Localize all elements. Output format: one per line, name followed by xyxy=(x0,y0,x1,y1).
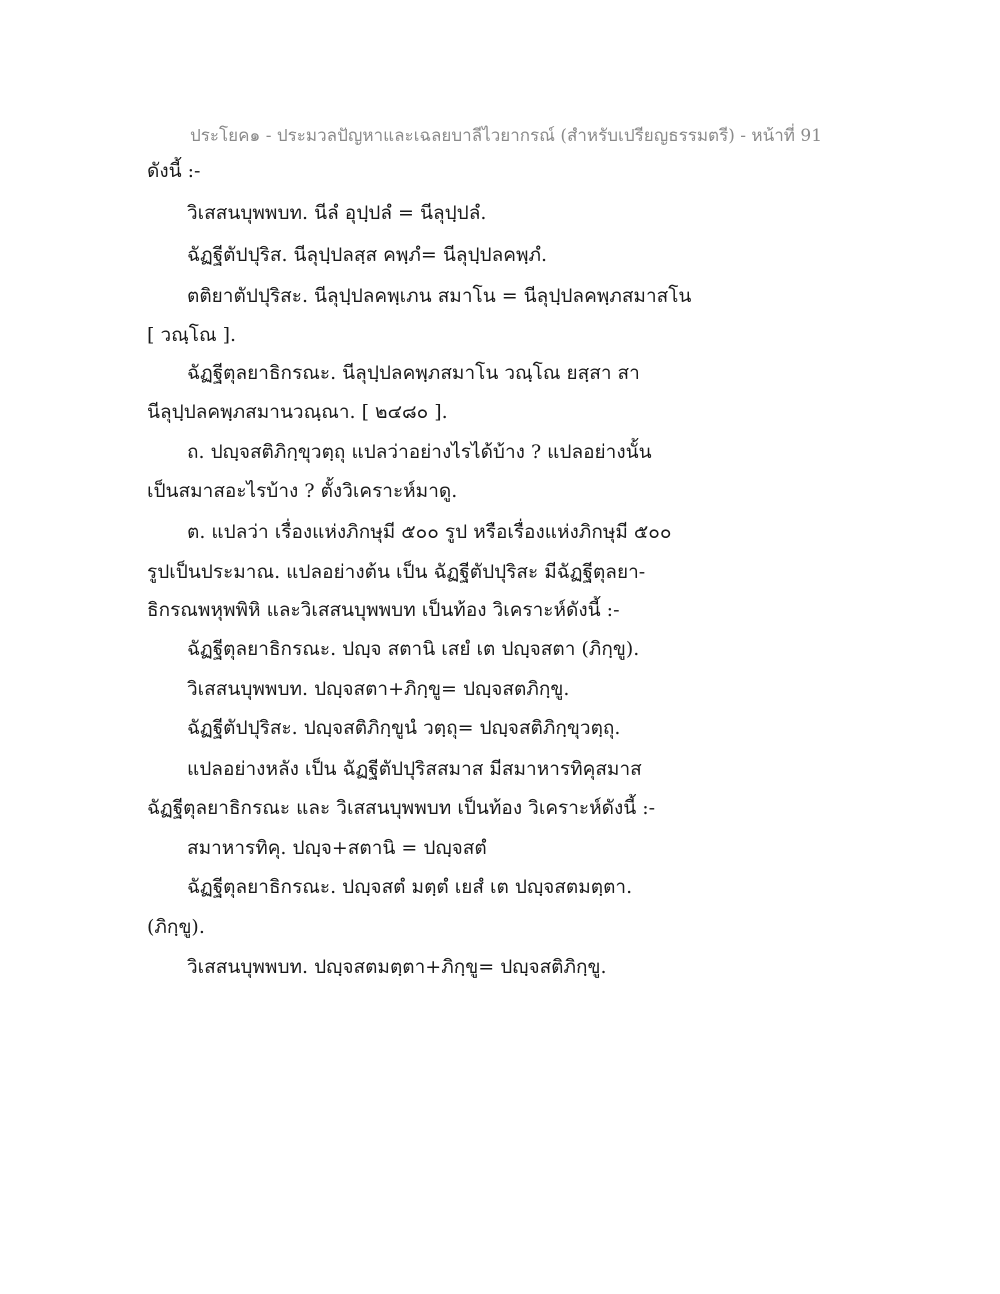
text-line: ฉัฏฐีตุลยาธิกรณะ. ปญฺจสตํ มตฺตํ เยสํ เต ปญฺจสตมตฺตา. xyxy=(187,876,633,898)
text-line: วิเสสนบุพพบท. ปญฺจสตา+ภิกฺขู= ปญฺจสตภิกฺขู. xyxy=(187,678,570,700)
text-line: ฉัฏฐีตุลยาธิกรณะ และ วิเสสนบุพพบท เป็นท้อง วิเคราะห์ดังนี้ :- xyxy=(147,797,656,819)
text-line: ฉัฏฐีตัปปุริส. นีลุปฺปลสฺส คพฺภํ= นีลุปฺปลคพฺภํ. xyxy=(187,244,548,266)
text-line: ต. แปลว่า เรื่องแห่งภิกษุมี ๕๐๐ รูป หรือเรื่องแห่งภิกษุมี ๕๐๐ xyxy=(187,521,672,543)
text-line: ธิกรณพหุพพิหิ และวิเสสนบุพพบท เป็นท้อง วิเคราะห์ดังนี้ :- xyxy=(147,599,620,621)
page-header: ประโยค๑ - ประมวลปัญหาและเฉลยบาลีไวยากรณ์ (สำหรับเปรียญธรรมตรี) - หน้าที่ 91 xyxy=(190,126,823,146)
text-line: สมาหารทิคุ. ปญฺจ+สตานิ = ปญฺจสตํ xyxy=(187,837,487,859)
text-line: วิเสสนบุพพบท. นีลํ อุปฺปลํ = นีลุปฺปลํ. xyxy=(187,202,487,224)
text-line: (ภิกฺขู). xyxy=(147,916,205,938)
text-line: ฉัฏฐีตุลยาธิกรณะ. ปญฺจ สตานิ เสยํ เต ปญฺจสตา (ภิกฺขู). xyxy=(187,638,640,660)
text-line: ตติยาตัปปุริสะ. นีลุปฺปลคพฺเภน สมาโน = นีลุปฺปลคพฺภสมาสโน xyxy=(187,285,692,307)
text-line: รูปเป็นประมาณ. แปลอย่างต้น เป็น ฉัฏฐีตัปปุริสะ มีฉัฏฐีตุลยา- xyxy=(147,561,646,583)
text-line: ฉัฏฐีตัปปุริสะ. ปญฺจสติภิกฺขูนํ วตฺถุ= ปญฺจสติภิกฺขุวตฺถุ. xyxy=(187,717,621,739)
text-line: [ วณฺโณ ]. xyxy=(147,324,237,346)
text-line: แปลอย่างหลัง เป็น ฉัฏฐีตัปปุริสสมาส มีสมาหารทิคุสมาส xyxy=(187,758,642,780)
text-line: ฉัฏฐีตุลยาธิกรณะ. นีลุปฺปลคพฺภสมาโน วณฺโณ ยสฺสา สา xyxy=(187,362,640,384)
text-line: ดังนี้ :- xyxy=(147,160,201,182)
text-line: ถ. ปญฺจสติภิกฺขุวตฺถุ แปลว่าอย่างไรได้บ้าง ? แปลอย่างนั้น xyxy=(187,441,652,463)
text-line: เป็นสมาสอะไรบ้าง ? ตั้งวิเคราะห์มาดู. xyxy=(147,480,458,502)
text-line: วิเสสนบุพพบท. ปญฺจสตมตฺตา+ภิกฺขู= ปญฺจสติภิกฺขู. xyxy=(187,956,607,978)
text-line: นีลุปฺปลคพฺภสมานวณฺณา. [ ๒๔๘๐ ]. xyxy=(147,401,448,423)
